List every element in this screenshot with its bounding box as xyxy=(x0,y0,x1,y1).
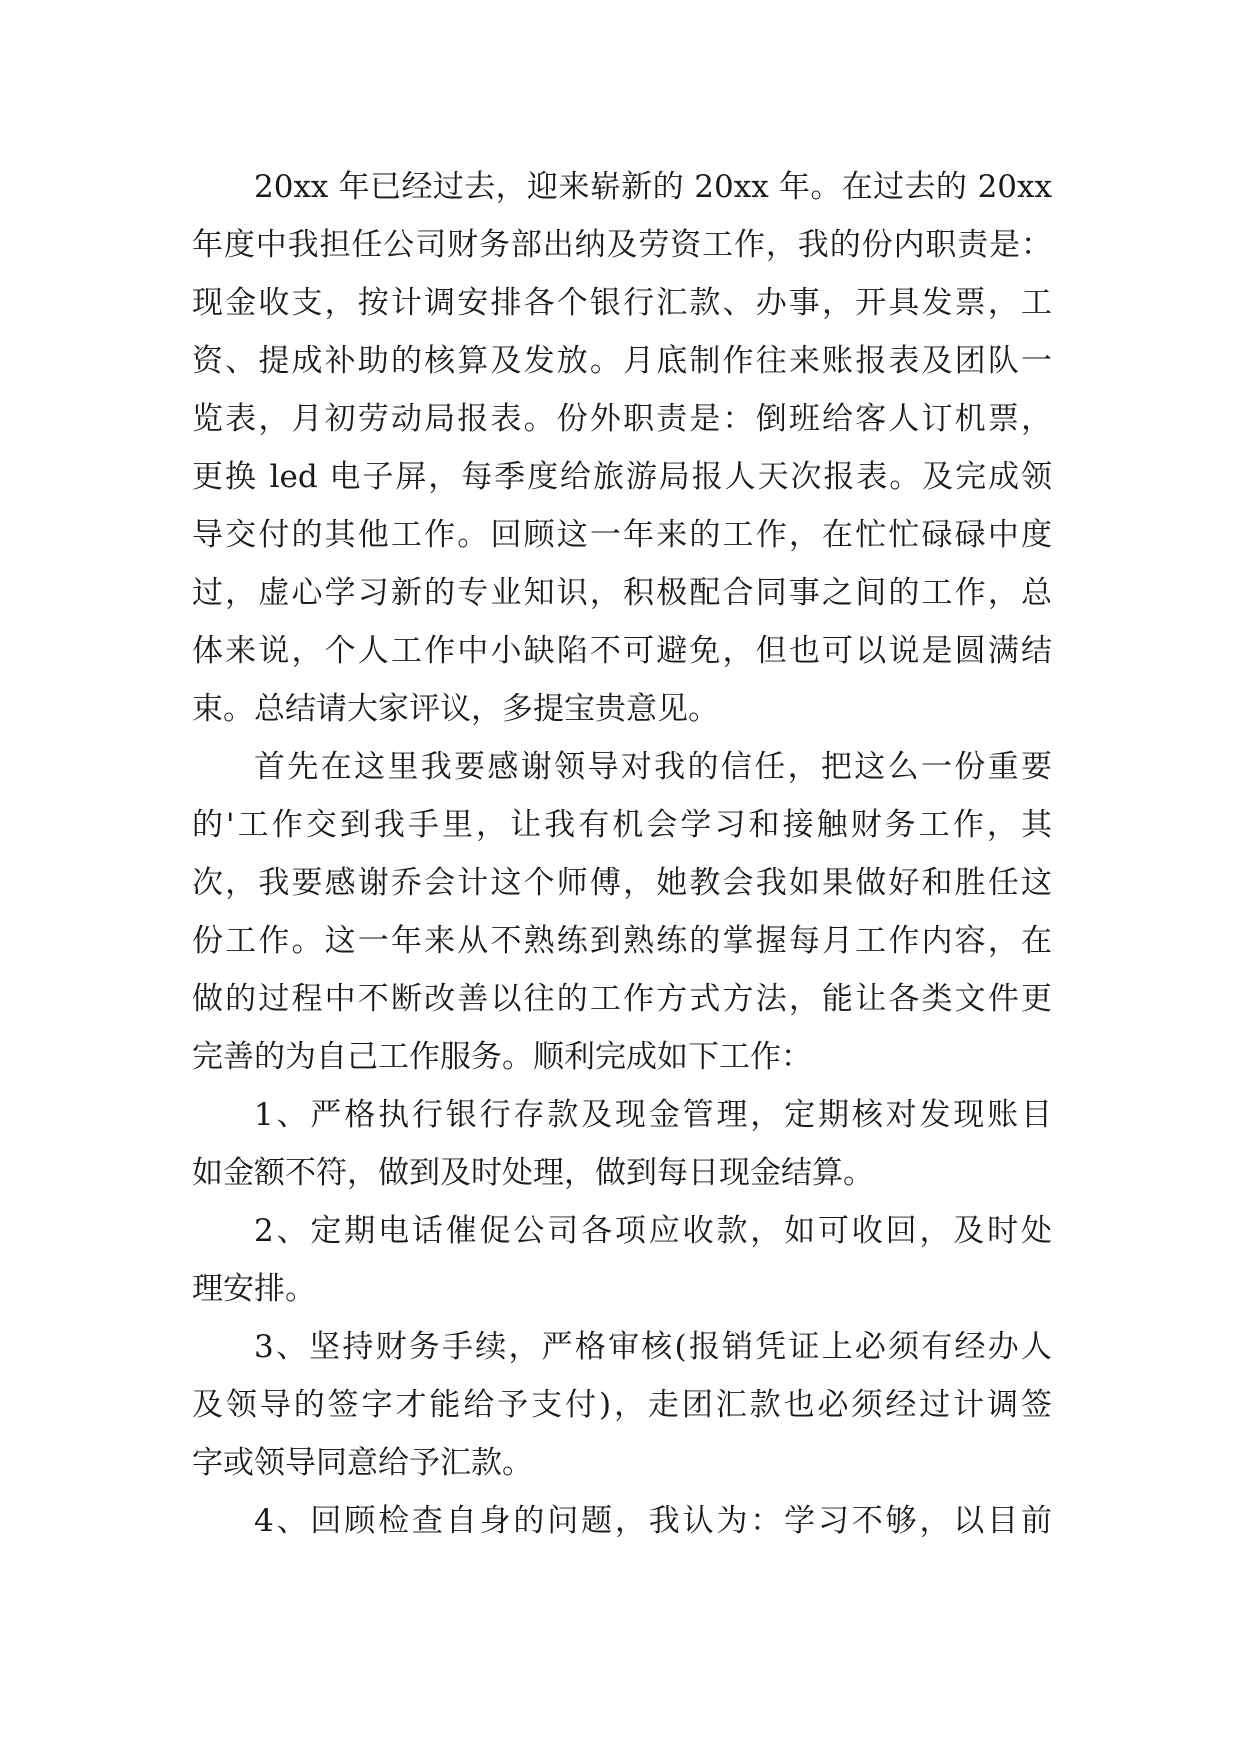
text-line: 次，我要感谢乔会计这个师傅，她教会我如果做好和胜任这 xyxy=(192,865,1052,901)
text-line: 更换 led 电子屏，每季度给旅游局报人天次报表。及完成领 xyxy=(192,459,1052,495)
text-line: 资、提成补助的核算及发放。月底制作往来账报表及团队一 xyxy=(192,343,1052,379)
text-line: 如金额不符，做到及时处理，做到每日现金结算。 xyxy=(192,1155,874,1191)
text-line: 2、定期电话催促公司各项应收款，如可收回，及时处 xyxy=(254,1213,1052,1249)
text-line: 20xx 年已经过去，迎来崭新的 20xx 年。在过去的 20xx xyxy=(254,169,1052,205)
text-line: 导交付的其他工作。回顾这一年来的工作，在忙忙碌碌中度 xyxy=(192,517,1052,553)
text-line: 现金收支，按计调安排各个银行汇款、办事，开具发票，工 xyxy=(192,285,1052,321)
text-line: 3、坚持财务手续，严格审核(报销凭证上必须有经办人 xyxy=(254,1329,1052,1365)
text-line: 理安排。 xyxy=(192,1271,316,1307)
text-line: 过，虚心学习新的专业知识，积极配合同事之间的工作，总 xyxy=(192,575,1052,611)
text-line: 1、严格执行银行存款及现金管理，定期核对发现账目 xyxy=(254,1097,1052,1133)
text-line: 字或领导同意给予汇款。 xyxy=(192,1445,533,1481)
text-line: 年度中我担任公司财务部出纳及劳资工作，我的份内职责是： xyxy=(192,227,1052,263)
text-line: 体来说，个人工作中小缺陷不可避免，但也可以说是圆满结 xyxy=(192,633,1052,669)
text-line: 的'工作交到我手里，让我有机会学习和接触财务工作，其 xyxy=(192,807,1052,843)
text-line: 做的过程中不断改善以往的工作方式方法，能让各类文件更 xyxy=(192,981,1052,1017)
text-line: 首先在这里我要感谢领导对我的信任，把这么一份重要 xyxy=(254,749,1052,785)
text-line: 览表，月初劳动局报表。份外职责是：倒班给客人订机票， xyxy=(192,401,1052,437)
text-line: 及领导的签字才能给予支付)，走团汇款也必须经过计调签 xyxy=(192,1387,1052,1423)
text-line: 束。总结请大家评议，多提宝贵意见。 xyxy=(192,691,719,727)
text-line: 4、回顾检查自身的问题，我认为：学习不够，以目前 xyxy=(254,1503,1052,1539)
text-line: 完善的为自己工作服务。顺利完成如下工作： xyxy=(192,1039,812,1075)
text-line: 份工作。这一年来从不熟练到熟练的掌握每月工作内容，在 xyxy=(192,923,1052,959)
document-body xyxy=(192,158,1052,1550)
